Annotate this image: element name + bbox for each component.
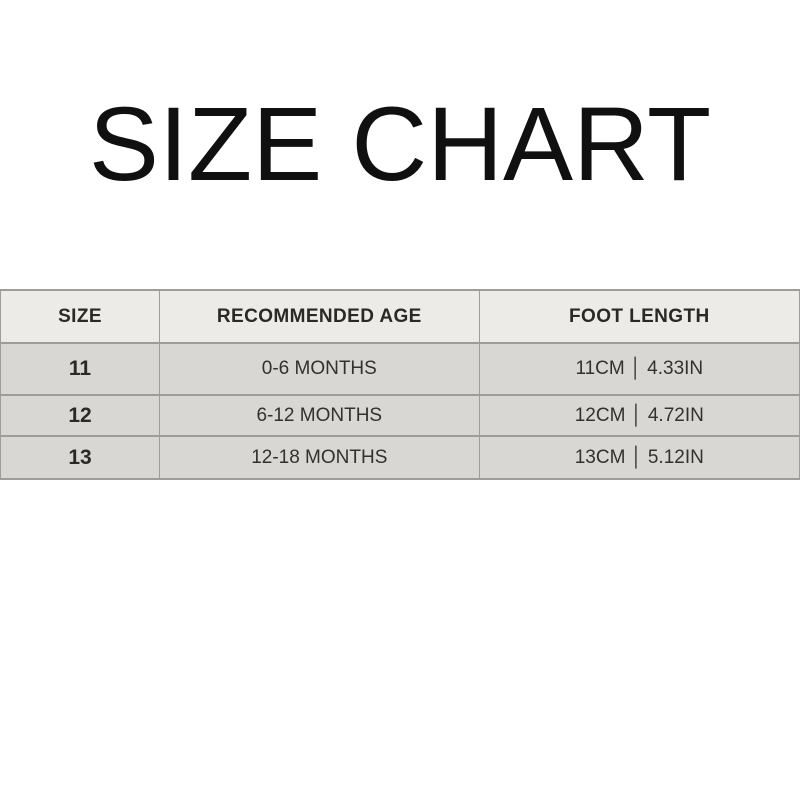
table-row [1, 343, 800, 395]
size-value: 11 [1, 343, 160, 395]
foot-length-value: 13CM │ 5.12IN [479, 436, 799, 479]
size-chart-table [0, 289, 800, 480]
age-value: 12-18 MONTHS [160, 436, 480, 479]
age-value: 6-12 MONTHS [160, 395, 480, 436]
foot-length-value: 12CM │ 4.72IN [479, 395, 799, 436]
column-header-foot-length: FOOT LENGTH [479, 290, 799, 343]
column-header-size: SIZE [1, 290, 160, 343]
table-header-row [1, 290, 800, 343]
foot-length-value: 11CM │ 4.33IN [479, 343, 799, 395]
size-value: 12 [1, 395, 160, 436]
table-row [1, 395, 800, 436]
age-value: 0-6 MONTHS [160, 343, 480, 395]
size-value: 13 [1, 436, 160, 479]
column-header-recommended-age: RECOMMENDED AGE [160, 290, 480, 343]
size-chart-page [0, 86, 800, 800]
table-row [1, 436, 800, 479]
page-title: SIZE CHART [88, 86, 712, 203]
